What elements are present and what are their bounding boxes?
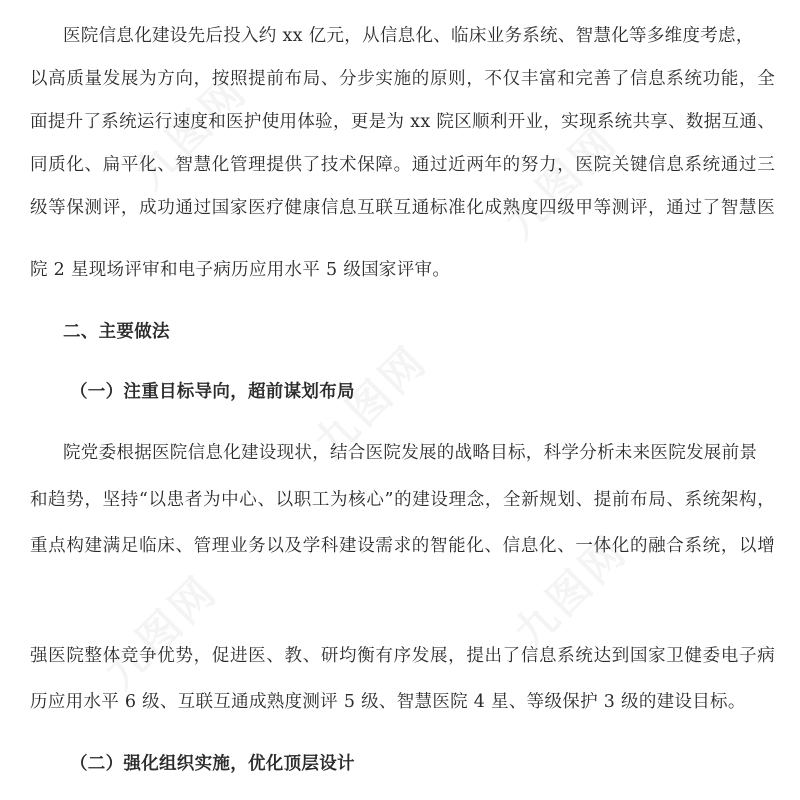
paragraph-line: 院 2 星现场评审和电子病历应用水平 5 级国家评审。 bbox=[30, 260, 451, 280]
watermark: 九图网 bbox=[304, 335, 437, 468]
paragraph-line: 医院信息化建设先后投入约 xx 亿元，从信息化、临床业务系统、智慧化等多维度考虑， bbox=[63, 26, 754, 46]
section-heading: 二、主要做法 bbox=[63, 322, 170, 342]
paragraph-line: 同质化、扁平化、智慧化管理提供了技术保障。通过近两年的努力，医院关键信息系统通过三 bbox=[30, 155, 775, 175]
paragraph-line: 院党委根据医院信息化建设现状，结合医院发展的战略目标，科学分析未来医院发展前景 bbox=[63, 443, 758, 463]
subsection-heading: （二）强化组织实施，优化顶层设计 bbox=[70, 754, 355, 774]
paragraph-line: 和趋势，坚持“以患者为中心、以职工为核心”的建设理念，全新规划、提前布局、系统架构， bbox=[30, 490, 775, 510]
subsection-heading: （一）注重目标导向，超前谋划布局 bbox=[70, 382, 355, 402]
paragraph-line: 以高质量发展为方向，按照提前布局、分步实施的原则，不仅丰富和完善了信息系统功能，全 bbox=[30, 69, 775, 89]
paragraph-line: 面提升了系统运行速度和医护使用体验，更是为 xx 院区顺利开业，实现系统共享、数据互通、 bbox=[30, 112, 775, 132]
paragraph-line: 强医院整体竞争优势，促进医、教、研均衡有序发展，提出了信息系统达到国家卫健委电子病 bbox=[30, 646, 775, 666]
watermark: 九图网 bbox=[504, 525, 637, 658]
paragraph-line: 重点构建满足临床、管理业务以及学科建设需求的智能化、信息化、一体化的融合系统，以增 bbox=[30, 536, 775, 556]
watermark: 九图网 bbox=[494, 115, 627, 248]
paragraph-line: 历应用水平 6 级、互联互通成熟度测评 5 级、智慧医院 4 星、等级保护 3 级的建设目标。 bbox=[30, 692, 746, 712]
paragraph-line: 级等保测评，成功通过国家医疗健康信息互联互通标准化成熟度四级甲等测评，通过了智慧医 bbox=[30, 198, 775, 218]
watermark: 九图网 bbox=[94, 565, 227, 698]
watermark: 九图网 bbox=[124, 65, 257, 198]
